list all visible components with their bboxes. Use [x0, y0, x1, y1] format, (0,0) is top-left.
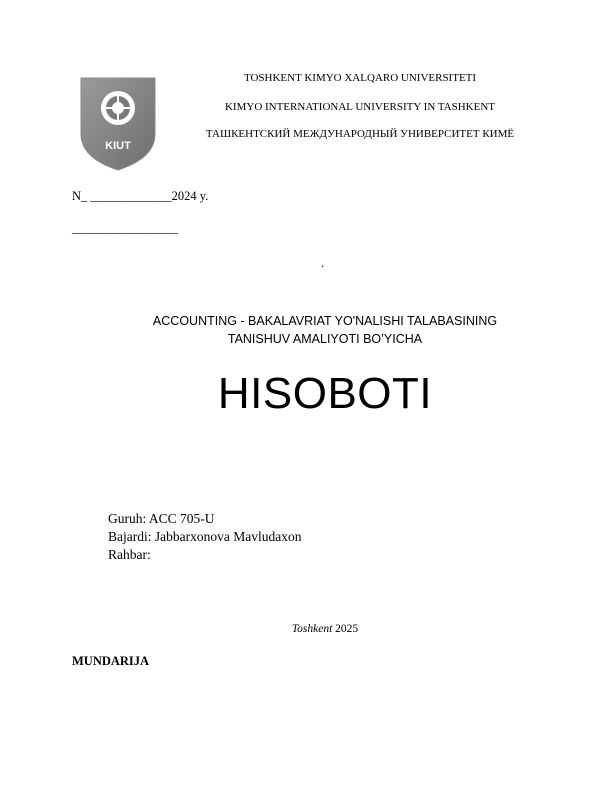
university-name-uz: TOSHKENT KIMYO XALQARO UNIVERSITETI [243, 72, 477, 84]
heading-line-1: ACCOUNTING - BAKALAVRIAT YO'NALISHI TALABASINING [152, 314, 498, 328]
signature-line: _________________ [72, 221, 179, 235]
supervisor-info: Rahbar: [108, 547, 151, 562]
university-name-en: KIMYO INTERNATIONAL UNIVERSITY IN TASHKENT [224, 101, 495, 113]
dot-mark: . [321, 256, 325, 270]
kiut-logo-icon [79, 76, 157, 172]
city-name: Toshkent [291, 623, 333, 635]
university-name-ru: ТАШКЕНТСКИЙ МЕЖДУНАРОДНЫЙ УНИВЕРСИТЕТ КИМЁ [205, 128, 515, 140]
year: 2025 [335, 623, 359, 635]
document-number: N_ _____________2024 y. [72, 189, 209, 203]
group-info: Guruh: ACC 705-U [108, 511, 215, 526]
city-year [200, 623, 450, 635]
heading-line-2: TANISHUV AMALIYOTI BO’YICHA [227, 332, 423, 346]
report-title: HISOBOTI [217, 369, 433, 418]
logo-text: KIUT [105, 140, 131, 152]
performer-info: Bajardi: Jabbarxonova Mavludaxon [108, 529, 302, 544]
section-title-contents: MUNDARIJA [72, 654, 150, 668]
